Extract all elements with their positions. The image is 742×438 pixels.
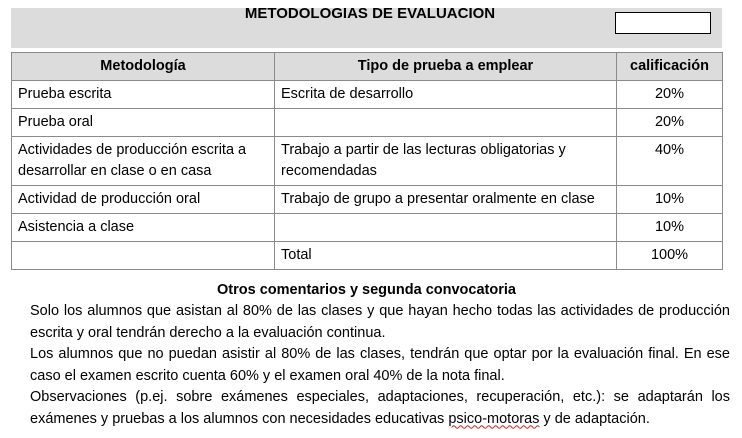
cell-tipo: Escrita de desarrollo — [275, 81, 617, 109]
table-row — [12, 137, 723, 186]
cell-metodologia: Actividades de producción escrita a desarrollar en clase o en casa — [12, 137, 275, 186]
comment-paragraph-3-text: Observaciones (p.ej. sobre exámenes especiales, adaptaciones, recuperación, etc.): se adaptarán los exámenes y pruebas a los alumnos con necesidades educativas — [30, 389, 730, 427]
cell-calificacion: 20% — [617, 109, 723, 137]
cell-metodologia: Asistencia a clase — [12, 214, 275, 242]
table-header-row — [12, 53, 723, 81]
comment-paragraph-2: Los alumnos que no puedan asistir al 80% de las clases, tendrán que optar por la evaluación final. En ese caso el examen escrito cuenta 60% y el examen oral 40% de la nota final. — [30, 346, 730, 384]
header-tipo-prueba: Tipo de prueba a emplear — [275, 53, 617, 81]
comments-body — [30, 301, 730, 430]
cell-tipo — [275, 109, 617, 137]
cell-total-label: Total — [275, 242, 617, 270]
table-row — [12, 186, 723, 214]
table-row — [12, 214, 723, 242]
cell-metodologia: Prueba oral — [12, 109, 275, 137]
header-calificacion: calificación — [617, 53, 723, 81]
cell-total-value: 100% — [617, 242, 723, 270]
cell-tipo: Trabajo de grupo a presentar oralmente en clase — [275, 186, 617, 214]
table-row-total — [12, 242, 723, 270]
table-row — [12, 109, 723, 137]
cell-tipo — [275, 214, 617, 242]
comment-paragraph-3 — [30, 387, 730, 430]
cell-calificacion: 10% — [617, 214, 723, 242]
comment-paragraph-1: Solo los alumnos que asistan al 80% de las clases y que hayan hecho todas las actividades de producción escrita y oral tendrán derecho a la evaluación continua. — [30, 303, 730, 341]
comments-title: Otros comentarios y segunda convocatoria — [217, 282, 516, 298]
cell-metodologia: Actividad de producción oral — [12, 186, 275, 214]
cell-calificacion: 40% — [617, 137, 723, 186]
header-metodologia: Metodología — [12, 53, 275, 81]
cell-calificacion: 20% — [617, 81, 723, 109]
evaluation-table — [11, 52, 723, 270]
cell-tipo: Trabajo a partir de las lecturas obligatorias y recomendadas — [275, 137, 617, 186]
cell-calificacion: 10% — [617, 186, 723, 214]
cell-metodologia — [12, 242, 275, 270]
page-title: METODOLOGIAS DE EVALUACION — [244, 5, 496, 22]
spellcheck-flagged-word: psico-motoras — [448, 410, 540, 427]
table-row — [12, 81, 723, 109]
cell-metodologia: Prueba escrita — [12, 81, 275, 109]
comment-paragraph-3-end: y de adaptación. — [539, 410, 650, 427]
